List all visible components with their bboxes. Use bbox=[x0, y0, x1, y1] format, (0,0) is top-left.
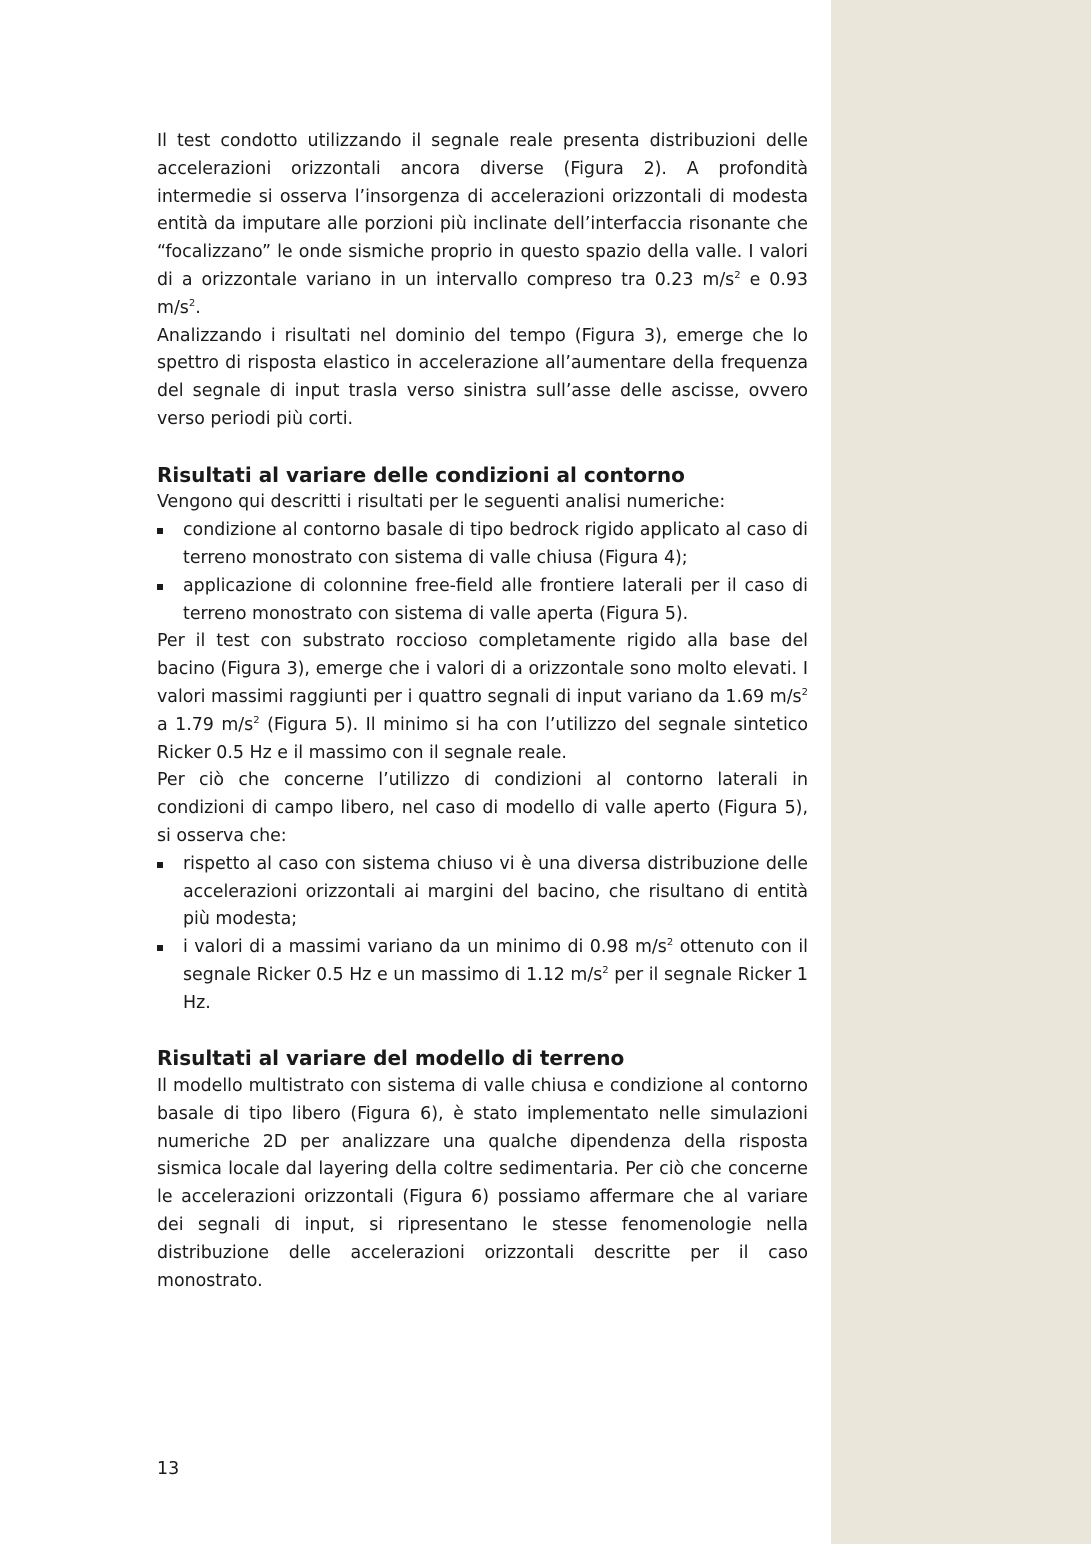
list-item: condizione al contorno basale di tipo bedrock rigido applicato al caso di terreno monostrato con sistema di valle chiusa (Figura 4); bbox=[157, 517, 808, 573]
bullet-list-observations bbox=[157, 851, 808, 1018]
page-content bbox=[157, 128, 808, 1295]
paragraph-intro-1: Il test condotto utilizzando il segnale reale presenta distribuzioni delle accelerazioni orizzontali ancora diverse (Figura 2). A profondità intermedie si osserva l’insorgenza di accelerazioni orizzontali di modesta entità da imputare alle porzioni più inclinate dell’interfaccia risonante che “focalizzano” le onde sismiche proprio in questo spazio della valle. I valori di a orizzontale variano in un intervallo compreso tra 0.23 $m/s^2$ e 0.93 $m/s^2$. bbox=[157, 131, 808, 318]
page-number: 13 bbox=[157, 1459, 180, 1479]
paragraph-lead: Vengono qui descritti i risultati per le seguenti analisi numeriche: bbox=[157, 492, 726, 513]
bullet-list-analyses bbox=[157, 517, 808, 628]
paragraph-intro-2: Analizzando i risultati nel dominio del tempo (Figura 3), emerge che lo spettro di risposta elastico in accelerazione all’aumentare della frequenza del segnale di input trasla verso sinistra sull’asse delle ascisse, ovvero verso periodi più corti. bbox=[157, 325, 808, 429]
side-band bbox=[831, 0, 1091, 1544]
paragraph-rigid-bedrock: Per il test con substrato roccioso completamente rigido alla base del bacino (Figura 3), emerge che i valori di a orizzontale sono molto elevati. I valori massimi raggiunti per i quattro segnali di input variano da 1.69 $m/s^2$ a 1.79 $m/s^2$ (Figura 5). Il minimo si ha con l’utilizzo del segnale sintetico Ricker 0.5 Hz e il massimo con il segnale reale. bbox=[157, 631, 808, 763]
section-heading-soil-model: Risultati al variare del modello di terreno bbox=[157, 1046, 625, 1071]
spacer bbox=[157, 1018, 808, 1046]
list-item: i valori di a massimi variano da un minimo di 0.98 $m/s^2$ ottenuto con il segnale Ricker 0.5 Hz e un massimo di 1.12 $m/s^2$ per il segnale Ricker 1 Hz. bbox=[157, 934, 808, 1017]
paragraph-free-field: Per ciò che concerne l’utilizzo di condizioni al contorno laterali in condizioni di campo libero, nel caso di modello di valle aperto (Figura 5), si osserva che: bbox=[157, 770, 808, 846]
list-item: applicazione di colonnine free-field alle frontiere laterali per il caso di terreno monostrato con sistema di valle aperta (Figura 5). bbox=[157, 573, 808, 629]
section-heading-boundary-conditions: Risultati al variare delle condizioni al contorno bbox=[157, 462, 685, 487]
spacer bbox=[157, 434, 808, 462]
paragraph-multilayer: Il modello multistrato con sistema di valle chiusa e condizione al contorno basale di tipo libero (Figura 6), è stato implementato nelle simulazioni numeriche 2D per analizzare una qualche dipendenza della risposta sismica locale dal layering della coltre sedimentaria. Per ciò che concerne le accelerazioni orizzontali (Figura 6) possiamo affermare che al variare dei segnali di input, si ripresentano le stesse fenomenologie nella distribuzione delle accelerazioni orizzontali descritte per il caso monostrato. bbox=[157, 1076, 808, 1291]
list-item: rispetto al caso con sistema chiuso vi è una diversa distribuzione delle accelerazioni orizzontali ai margini del bacino, che risultano di entità più modesta; bbox=[157, 851, 808, 934]
